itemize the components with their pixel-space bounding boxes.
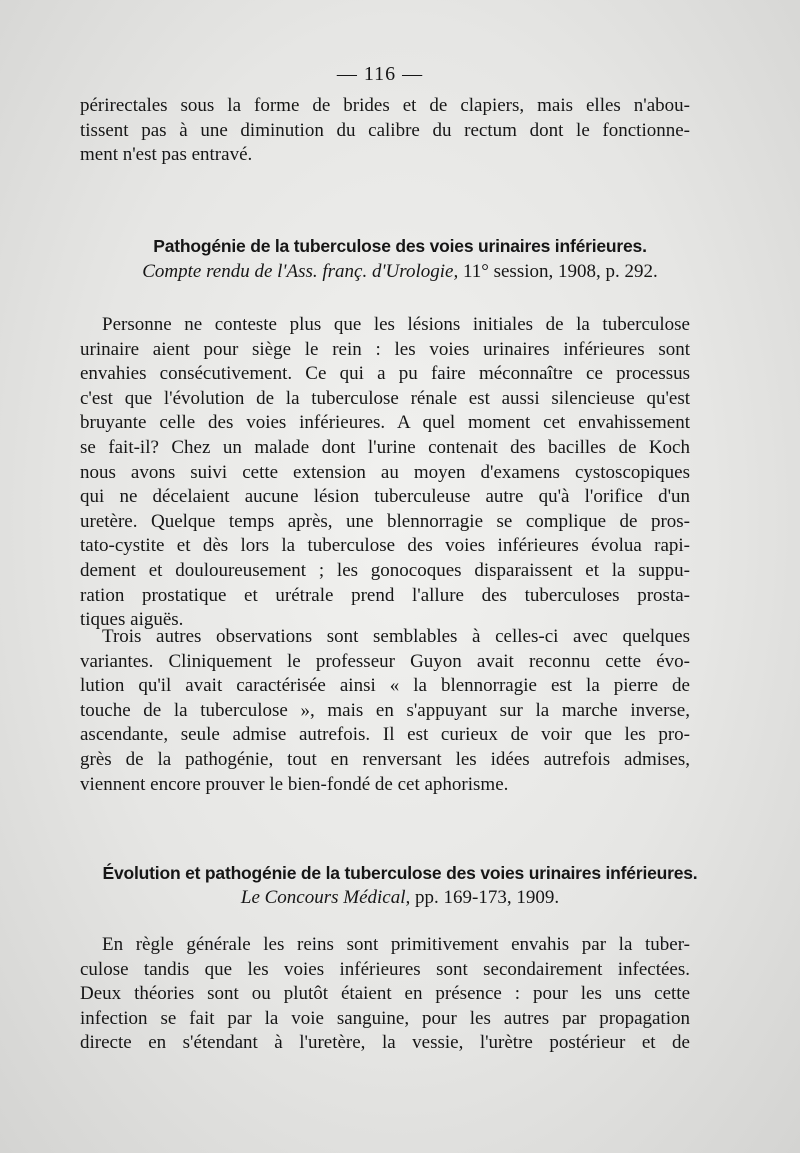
reference-journal: Compte rendu de l'Ass. franç. d'Urologie, bbox=[142, 261, 459, 282]
text-line: Personne ne conteste plus que les lésions initiales de la tuberculose bbox=[102, 314, 690, 335]
text-line: ment n'est pas entravé. bbox=[80, 144, 253, 166]
text-line: grès de la pathogénie, tout en renversant les idées autrefois admises, bbox=[80, 748, 690, 770]
text-line: ascendante, seule admise autrefois. Il est curieux de voir que les pro- bbox=[80, 724, 690, 746]
reference-details: pp. 169-173, 1909. bbox=[410, 887, 560, 908]
text-line: culose tandis que les voies inférieures sont secondairement infectées. bbox=[80, 958, 690, 980]
text-line: tato-cystite et dès lors la tuberculose des voies inférieures évolua rapi- bbox=[80, 535, 690, 557]
section2-paragraph-1 bbox=[80, 933, 690, 1056]
text-line: bruyante celle des voies inférieures. A quel moment cet envahissement bbox=[80, 412, 690, 434]
text-line: ration prostatique et urétrale prend l'allure des tuberculoses prosta- bbox=[80, 584, 690, 606]
text-line: directe en s'étendant à l'uretère, la vessie, l'urètre postérieur et de bbox=[80, 1032, 690, 1054]
text-line: touche de la tuberculose », mais en s'appuyant sur la marche inverse, bbox=[80, 699, 690, 721]
section-reference bbox=[60, 887, 740, 909]
text-line: infection se fait par la voie sanguine, pour les autres par propagation bbox=[80, 1007, 690, 1029]
text-line: c'est que l'évolution de la tuberculose rénale est aussi silencieuse qu'est bbox=[80, 387, 690, 409]
text-line: périrectales sous la forme de brides et de clapiers, mais elles n'abou- bbox=[80, 95, 690, 116]
intro-paragraph bbox=[80, 94, 690, 168]
text-line: uretère. Quelque temps après, une blennorragie se complique de pros- bbox=[80, 510, 690, 532]
text-line: Trois autres observations sont semblables à celles-ci avec quelques bbox=[102, 626, 690, 647]
text-line: tiques aiguës. bbox=[80, 609, 184, 631]
reference-journal: Le Concours Médical, bbox=[240, 887, 411, 908]
page-number: — 116 — bbox=[336, 63, 424, 85]
section-title: Pathogénie de la tuberculose des voies urinaires inférieures. bbox=[153, 236, 647, 256]
text-line: En règle générale les reins sont primitivement envahis par la tuber- bbox=[102, 934, 690, 955]
text-line: nous avons suivi cette extension au moyen d'examens cystoscopiques bbox=[80, 461, 690, 483]
section1-paragraph-2 bbox=[80, 625, 690, 797]
text-line: tissent pas à une diminution du calibre du rectum dont le fonctionne- bbox=[80, 119, 690, 141]
section-title: Évolution et pathogénie de la tuberculose des voies urinaires inférieures. bbox=[102, 863, 698, 883]
text-line: dement et douloureusement ; les gonocoques disparaissent et la suppu- bbox=[80, 559, 690, 581]
text-line: urinaire aient pour siège le rein : les voies urinaires inférieures sont bbox=[80, 338, 690, 360]
text-line: se fait-il? Chez un malade dont l'urine contenait des bacilles de Koch bbox=[80, 436, 690, 458]
section1-paragraph-1 bbox=[80, 313, 690, 633]
text-line: viennent encore prouver le bien-fondé de cet aphorisme. bbox=[80, 773, 509, 795]
section-reference bbox=[60, 261, 740, 283]
text-line: qui ne décelaient aucune lésion tuberculeuse autre qu'à l'orifice d'un bbox=[80, 486, 690, 508]
text-line: lution qu'il avait caractérisée ainsi « la blennorragie est la pierre de bbox=[80, 675, 690, 697]
text-line: envahies consécutivement. Ce qui a pu faire méconnaître ce processus bbox=[80, 363, 690, 385]
reference-details: 11° session, 1908, p. 292. bbox=[458, 261, 658, 282]
text-line: variantes. Cliniquement le professeur Guyon avait reconnu cette évo- bbox=[80, 650, 690, 672]
text-line: Deux théories sont ou plutôt étaient en présence : pour les uns cette bbox=[80, 983, 690, 1005]
